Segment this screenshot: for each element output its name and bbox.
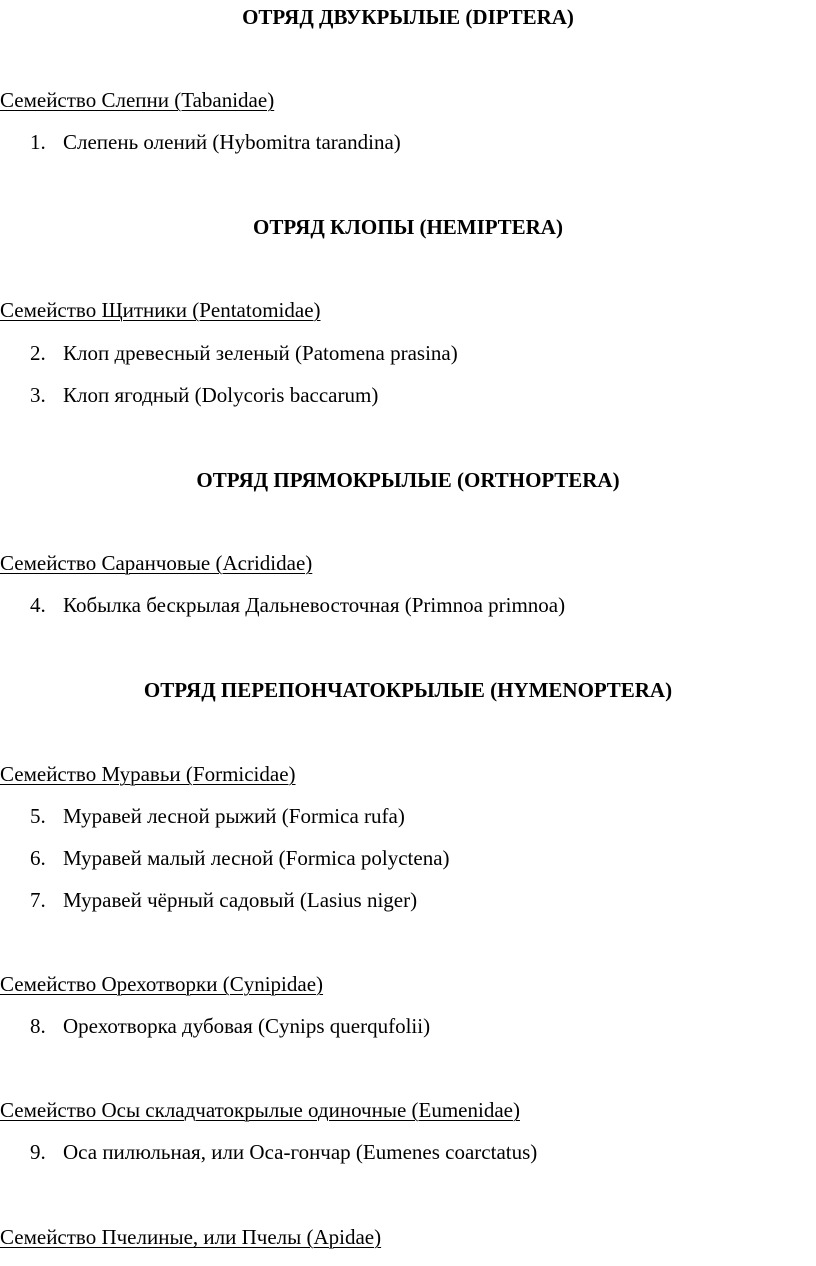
family-heading-acrididae: Семейство Саранчовые (Acrididae)	[0, 551, 313, 575]
list-item-number: 3.	[30, 383, 46, 407]
family-heading-tabanidae: Семейство Слепни (Tabanidae)	[0, 88, 275, 112]
list-item-number: 9.	[30, 1140, 46, 1164]
list-item-number: 8.	[30, 1014, 46, 1038]
list-item-text: Орехотворка дубовая (Cynips querqufolii)	[63, 1014, 431, 1038]
list-item-text: Кобылка бескрылая Дальневосточная (Primnoa primnoa)	[63, 593, 566, 617]
list-item-text: Слепень олений (Hybomitra tarandina)	[63, 130, 401, 154]
list-item-text: Муравей лесной рыжий (Formica rufa)	[63, 804, 405, 828]
family-heading-cynipidae: Семейство Орехотворки (Cynipidae)	[0, 972, 324, 996]
order-heading-orthoptera: ОТРЯД ПРЯМОКРЫЛЫЕ (ORTHOPTERA)	[196, 468, 620, 492]
list-item-text: Оса пилюльная, или Оса-гончар (Eumenes coarctatus)	[63, 1140, 538, 1164]
list-item-text: Клоп древесный зеленый (Patomena prasina)	[63, 341, 458, 365]
list-item-text: Муравей малый лесной (Formica polyctena)	[63, 846, 450, 870]
list-item-number: 5.	[30, 804, 46, 828]
family-heading-apidae: Семейство Пчелиные, или Пчелы (Apidae)	[0, 1225, 382, 1249]
list-item-number: 6.	[30, 846, 46, 870]
list-item-number: 7.	[30, 888, 46, 912]
order-heading-hymenoptera: ОТРЯД ПЕРЕПОНЧАТОКРЫЛЫЕ (HYMENOPTERA)	[143, 678, 673, 702]
list-item-number: 4.	[30, 593, 46, 617]
list-item-number: 1.	[30, 130, 46, 154]
family-heading-formicidae: Семейство Муравьи (Formicidae)	[0, 762, 296, 786]
order-heading-diptera: ОТРЯД ДВУКРЫЛЫЕ (DIPTERA)	[242, 5, 574, 29]
list-item-number: 2.	[30, 341, 46, 365]
list-item-text: Муравей чёрный садовый (Lasius niger)	[63, 888, 418, 912]
family-heading-pentatomidae: Семейство Щитники (Pentatomidae)	[0, 298, 321, 322]
family-heading-eumenidae: Семейство Осы складчатокрылые одиночные (Eumenidae)	[0, 1098, 520, 1122]
list-item-text: Клоп ягодный (Dolycoris baccarum)	[63, 383, 379, 407]
order-heading-hemiptera: ОТРЯД КЛОПЫ (HEMIPTERA)	[253, 215, 563, 239]
